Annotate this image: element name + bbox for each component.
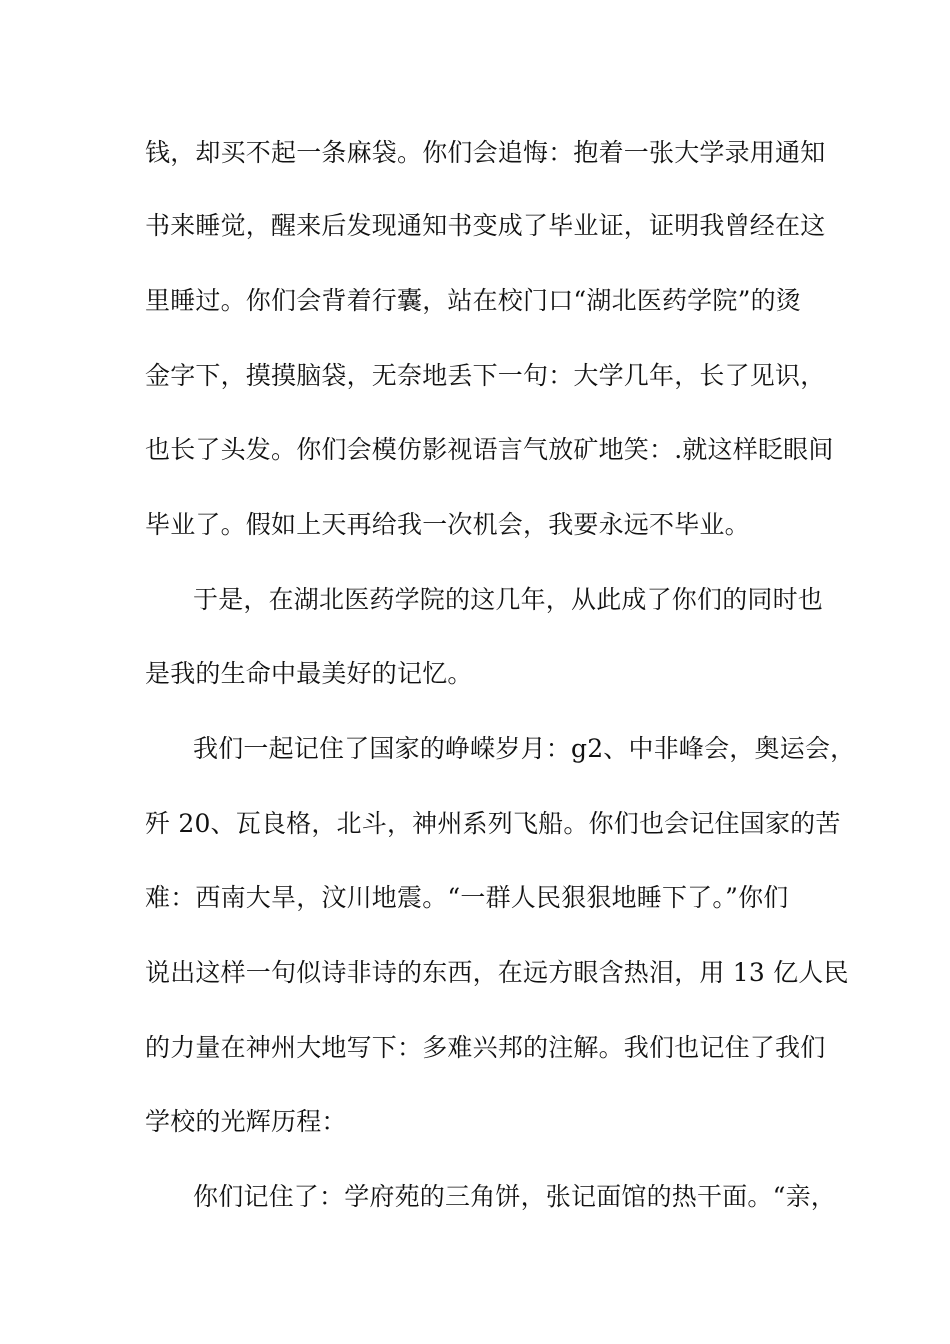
text-line-1: 钱，却买不起一条麻袋。你们会追悔：抱着一张大学录用通知 xyxy=(145,138,826,167)
text-line-3: 里睡过。你们会背着行囊，站在校门口“湖北医药学院”的烫 xyxy=(145,286,801,315)
paragraph-2-line-2: 是我的生命中最美好的记忆。 xyxy=(145,659,473,688)
paragraph-3-line-1: 我们一起记住了国家的峥嵘岁月：g2、中非峰会，奥运会， xyxy=(193,734,856,763)
paragraph-2-line-1: 于是，在湖北医药学院的这几年，从此成了你们的同时也 xyxy=(193,585,824,614)
paragraph-3-line-5: 的力量在神州大地写下：多难兴邦的注解。我们也记住了我们 xyxy=(145,1033,826,1062)
paragraph-3-line-4: 说出这样一句似诗非诗的东西，在远方眼含热泪，用 13 亿人民 xyxy=(145,958,849,987)
paragraph-4-line-1: 你们记住了：学府苑的三角饼，张记面馆的热干面。“亲， xyxy=(193,1182,836,1211)
text-line-4: 金字下，摸摸脑袋，无奈地丢下一句：大学几年，长了见识， xyxy=(145,361,826,390)
text-line-5: 也长了头发。你们会模仿影视语言气放矿地笑：.就这样眨眼间 xyxy=(145,435,834,464)
paragraph-3-line-2: 歼 20、瓦良格，北斗，神州系列飞船。你们也会记住国家的苦 xyxy=(145,809,841,838)
paragraph-3-line-6: 学校的光辉历程： xyxy=(145,1107,347,1136)
text-line-2: 书来睡觉，醒来后发现通知书变成了毕业证，证明我曾经在这 xyxy=(145,211,826,240)
paragraph-3-line-3: 难：西南大旱，汶川地震。“一群人民狠狠地睡下了。”你们 xyxy=(145,883,789,912)
text-line-6: 毕业了。假如上天再给我一次机会，我要永远不毕业。 xyxy=(145,510,750,539)
